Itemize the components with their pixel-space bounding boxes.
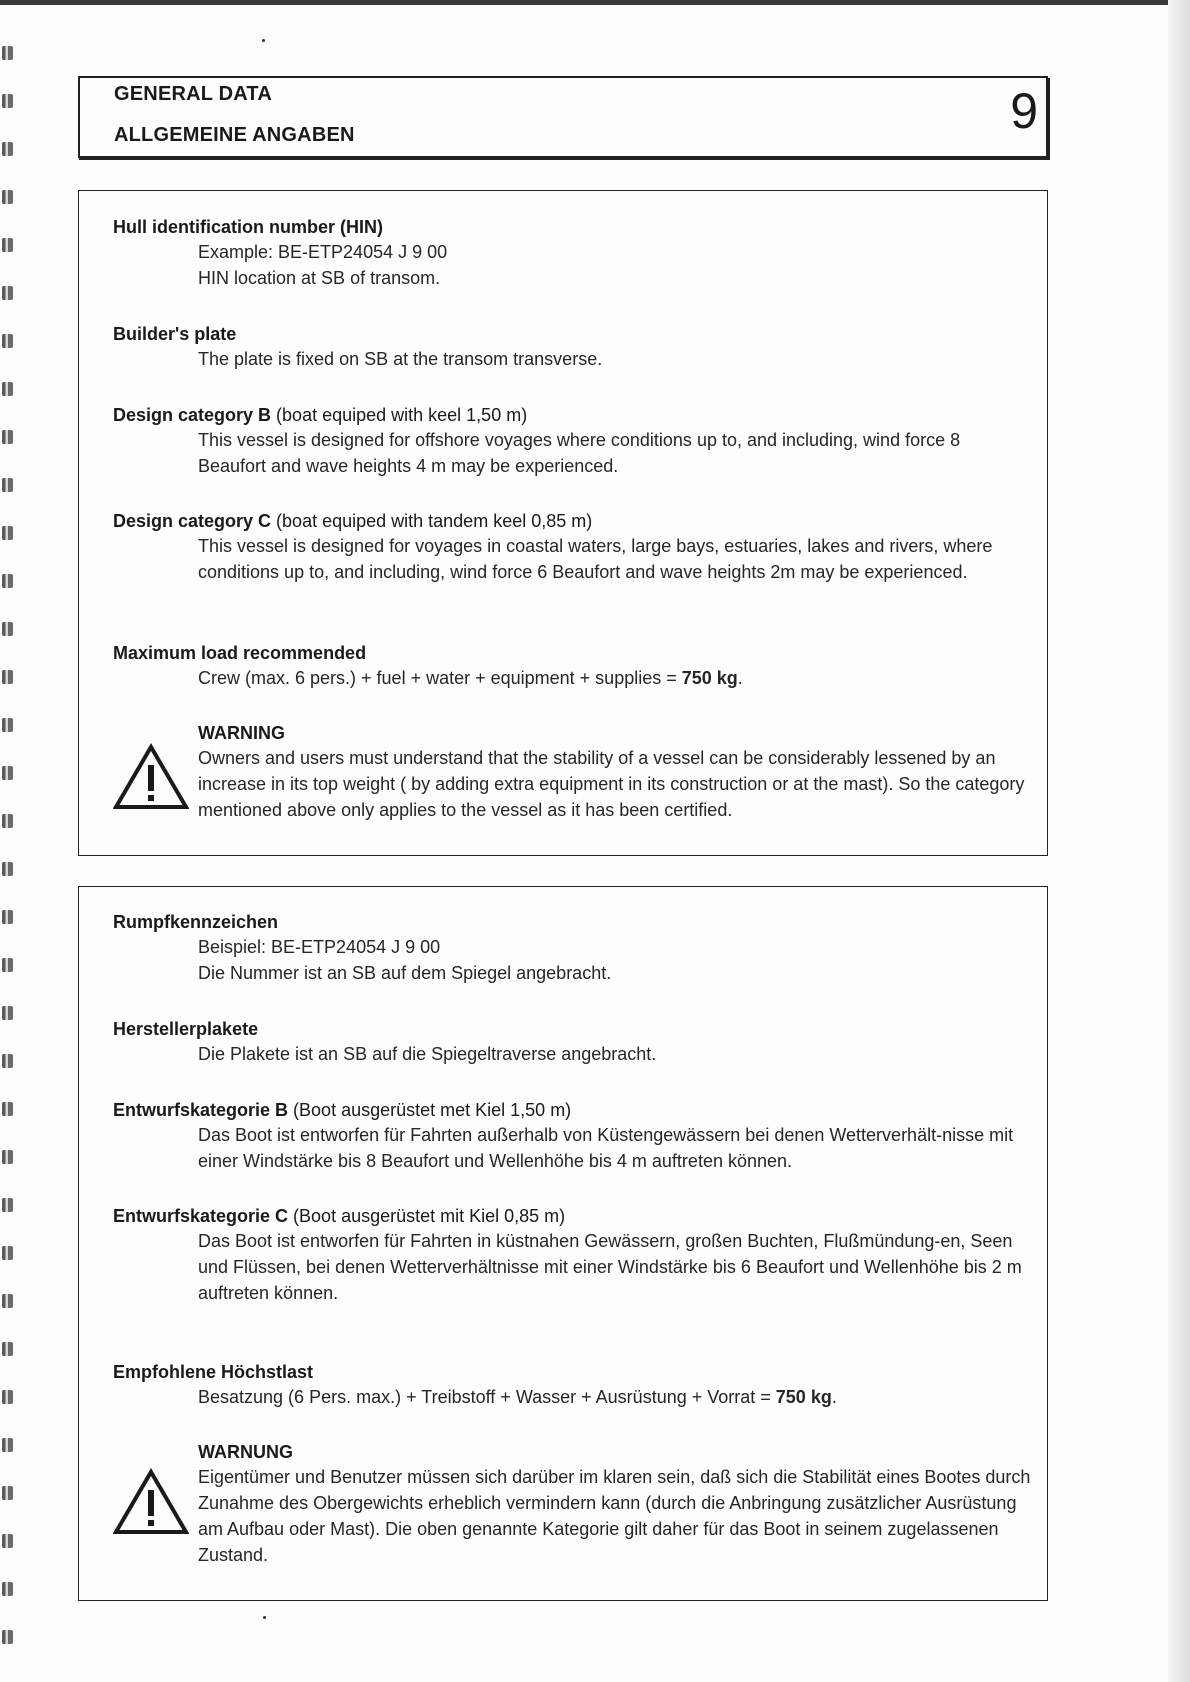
hin-example: Example: BE-ETP24054 J 9 00 [198,242,448,262]
binding-ring [2,1390,13,1404]
scan-right-shadow [1168,0,1190,1682]
binding-ring [2,142,13,156]
category-b-text: This vessel is designed for offshore voyages where conditions up to, and including, wind force 8 Beaufort and wave heights 4 m may be experienced. [198,430,961,476]
entwurfskategorie-b-text: Das Boot ist entworfen für Fahrten außerhalb von Küstengewässern bei denen Wetterverhält-nisse mit einer Windstärke bis 8 Beaufort und Wellenhöhe bis 4 m auftreten können. [198,1125,1014,1171]
warning-triangle-icon [113,743,189,811]
scan-speck [263,1616,266,1619]
chapter-number: 9 [1010,83,1038,139]
spiral-binding [0,30,16,1670]
binding-ring [2,622,13,636]
binding-ring [2,718,13,732]
entwurfskategorie-c-text: Das Boot ist entworfen für Fahrten in küstnahen Gewässern, großen Buchten, Flußmündung-en, Seen und Flüssen, bei denen Wetterverhältnisse mit einer Windstärke bis 6 Beaufort und Wellenhöhe bis 2 m auftreten können. [198,1231,1022,1303]
category-c-text: This vessel is designed for voyages in coastal waters, large bays, estuaries, lakes and rivers, where conditions up to, and including, wind force 6 Beaufort and wave heights 2m may be experienced. [198,536,993,582]
binding-ring [2,670,13,684]
binding-ring [2,46,13,60]
binding-ring [2,334,13,348]
binding-ring [2,1294,13,1308]
herstellerplakete-entry [113,1017,1033,1067]
binding-ring [2,1486,13,1500]
binding-ring [2,1246,13,1260]
entwurfskategorie-c-entry [113,1204,1033,1306]
entwurfskategorie-b-label: Entwurfskategorie B (Boot ausgerüstet met Kiel 1,50 m) [113,1100,572,1120]
rumpfkennzeichen-label: Rumpfkennzeichen [113,912,279,932]
binding-ring [2,1150,13,1164]
binding-ring [2,1534,13,1548]
entwurfskategorie-b-entry [113,1098,1033,1174]
entwurfskategorie-c-label: Entwurfskategorie C (Boot ausgerüstet mit Kiel 0,85 m) [113,1206,566,1226]
max-load-label: Maximum load recommended [113,643,367,663]
binding-ring [2,1342,13,1356]
scan-top-edge [0,0,1190,5]
binding-ring [2,1102,13,1116]
binding-ring [2,190,13,204]
hin-label: Hull identification number (HIN) [113,217,383,237]
binding-ring [2,814,13,828]
rumpfkennzeichen-location: Die Nummer ist an SB auf dem Spiegel angebracht. [198,963,612,983]
herstellerplakete-label: Herstellerplakete [113,1019,259,1039]
binding-ring [2,1198,13,1212]
english-section [78,190,1048,856]
warning-text: Owners and users must understand that the stability of a vessel can be considerably lessened by an increase in its top weight ( by adding extra equipment in its construction or at the mast). So the category mentioned above only applies to the vessel as it has been certified. [198,748,1025,820]
hoechstlast-entry [113,1360,1033,1410]
warning-title: WARNING [198,723,285,743]
warning-triangle-icon [113,1468,189,1536]
section-header [78,76,1048,158]
herstellerplakete-text: Die Plakete ist an SB auf die Spiegeltraverse angebracht. [198,1044,657,1064]
rumpfkennzeichen-example: Beispiel: BE-ETP24054 J 9 00 [198,937,441,957]
scan-speck [262,39,265,42]
warnung-entry [113,1440,1033,1568]
binding-ring [2,1054,13,1068]
hin-entry [113,215,1033,291]
max-load-text: Crew (max. 6 pers.) + fuel + water + equipment + supplies = 750 kg. [198,668,743,688]
max-load-entry [113,641,1033,691]
binding-ring [2,958,13,972]
builders-plate-label: Builder's plate [113,324,237,344]
binding-ring [2,1438,13,1452]
category-b-entry [113,403,1033,479]
binding-ring [2,862,13,876]
binding-ring [2,1582,13,1596]
binding-ring [2,526,13,540]
binding-ring [2,94,13,108]
binding-ring [2,766,13,780]
header-title-english: GENERAL DATA [114,83,272,105]
binding-ring [2,382,13,396]
category-b-label: Design category B (boat equiped with keel 1,50 m) [113,405,528,425]
builders-plate-entry [113,322,1033,372]
category-c-label: Design category C (boat equiped with tandem keel 0,85 m) [113,511,593,531]
binding-ring [2,1006,13,1020]
german-section [78,886,1048,1601]
category-c-entry [113,509,1033,585]
builders-plate-text: The plate is fixed on SB at the transom transverse. [198,349,603,369]
binding-ring [2,910,13,924]
binding-ring [2,574,13,588]
binding-ring [2,430,13,444]
binding-ring [2,478,13,492]
header-title-german: ALLGEMEINE ANGABEN [114,124,355,146]
binding-ring [2,286,13,300]
binding-ring [2,1630,13,1644]
warnung-title: WARNUNG [198,1442,293,1462]
hin-location: HIN location at SB of transom. [198,268,441,288]
warning-entry [113,721,1033,823]
hoechstlast-label: Empfohlene Höchstlast [113,1362,314,1382]
rumpfkennzeichen-entry [113,910,1033,986]
binding-ring [2,238,13,252]
warnung-text: Eigentümer und Benutzer müssen sich darüber im klaren sein, daß sich die Stabilität eines Bootes durch Zunahme des Obergewichts erheblich vermindern kann (durch die Anbringung zusätzlicher Ausrüstung am Aufbau oder Mast). Die oben genannte Kategorie gilt daher für das Boot in seinem zugelassenen Zustand. [198,1467,1031,1565]
hoechstlast-text: Besatzung (6 Pers. max.) + Treibstoff + Wasser + Ausrüstung + Vorrat = 750 kg. [198,1387,837,1407]
